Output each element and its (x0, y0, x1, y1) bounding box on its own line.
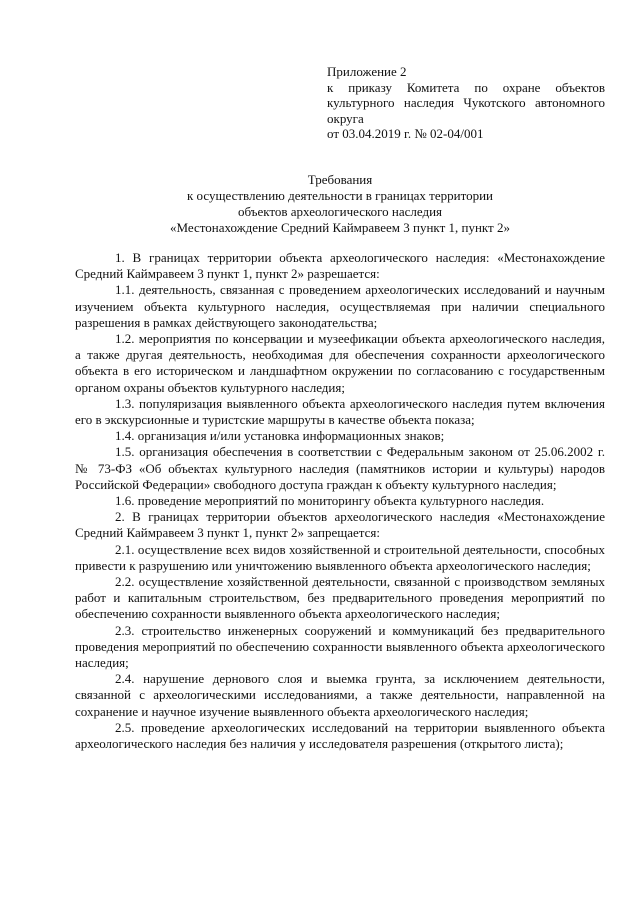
document-body (75, 250, 605, 752)
appendix-date: от 03.04.2019 г. № 02-04/001 (327, 126, 484, 141)
paragraph-1-2: 1.2. мероприятия по консервации и музеефикации объекта археологического наследия, а также другая деятельность, необходимая для обеспечения сохранности археологического объекта в его историческом и ландшафтном окружении по согласованию с государственным органом охраны объектов культурного наследия; (75, 331, 605, 395)
paragraph-2-5: 2.5. проведение археологических исследований на территории выявленного объекта археологического наследия без наличия у исследователя разрешения (открытого листа); (75, 719, 605, 752)
title-line-1: Требования (307, 172, 373, 187)
paragraph-1-3: 1.3. популяризация выявленного объекта археологического наследия путем включения его в экскурсионные и туристские маршруты в качестве объекта показа; (75, 395, 605, 428)
title-line-3: объектов археологического наследия (237, 204, 443, 219)
paragraph-1-6: 1.6. проведение мероприятий по мониторингу объекта культурного наследия. (115, 493, 545, 509)
appendix-order-line-2: культурного наследия Чукотского автономного (327, 95, 605, 110)
appendix-order-line-1: к приказу Комитета по охране объектов (327, 79, 605, 95)
paragraph-1-5: 1.5. организация обеспечения в соответствии с Федеральным законом от 25.06.2002 г. № 73-ФЗ «Об объектах культурного наследия (памятников истории и культуры) народов Российской Федерации» свободного доступа граждан к объекту культурного наследия; (75, 444, 605, 492)
document-title (75, 172, 605, 236)
paragraph-1: 1. В границах территории объекта археологического наследия: «Местонахождение Средний Каймравеем 3 пункт 1, пункт 2» разрешается: (75, 250, 605, 282)
appendix-order-line-3: округа (327, 110, 364, 126)
appendix-number: Приложение 2 (327, 64, 407, 79)
appendix-header (327, 64, 605, 142)
paragraph-1-1: 1.1. деятельность, связанная с проведением археологических исследований и научным изучением объекта культурного наследия, осуществляемая при наличии специального разрешения в рамках действующего законодательства; (75, 282, 605, 330)
paragraph-2-3: 2.3. строительство инженерных сооружений и коммуникаций без предварительного проведения мероприятий по обеспечению сохранности выявленного объекта археологического наследия; (75, 622, 605, 671)
paragraph-2-4: 2.4. нарушение дернового слоя и выемка грунта, за исключением деятельности, связанной с археологическими исследованиями, а также деятельности, направленной на сохранение и научное изучение выявленного объекта археологического наследия; (75, 671, 605, 719)
paragraph-2: 2. В границах территории объектов археологического наследия «Местонахождение Средний Каймравеем 3 пункт 1, пункт 2» запрещается: (75, 509, 605, 541)
title-line-4: «Местонахождение Средний Каймравеем 3 пункт 1, пункт 2» (169, 220, 510, 235)
paragraph-1-4: 1.4. организация и/или установка информационных знаков; (115, 428, 445, 444)
title-line-2: к осуществлению деятельности в границах территории (186, 188, 494, 203)
paragraph-2-2: 2.2. осуществление хозяйственной деятельности, связанной с производством земляных работ и капитальным строительством, без предварительного проведения мероприятий по обеспечению сохранности выявленного объекта археологического наследия; (75, 574, 605, 622)
paragraph-2-1: 2.1. осуществление всех видов хозяйственной и строительной деятельности, способных привести к разрушению или уничтожению выявленного объекта археологического наследия; (75, 541, 605, 573)
